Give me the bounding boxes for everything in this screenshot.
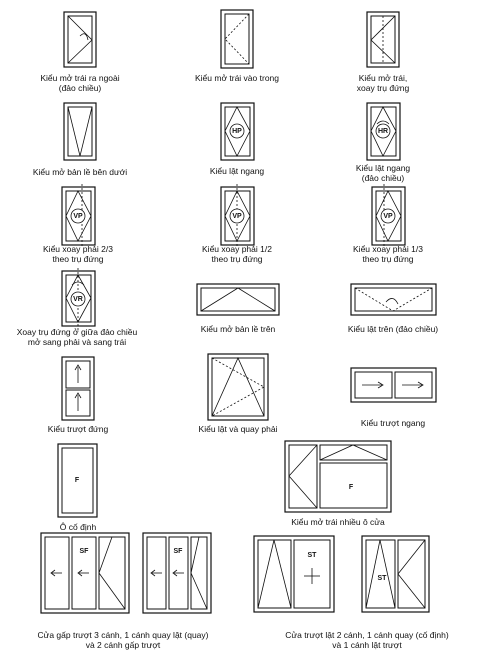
symbol-mark-sf-1: SF xyxy=(79,547,89,555)
caption-line: Kiểu lật ngang xyxy=(355,163,411,173)
caption-line: theo trụ đứng xyxy=(362,254,414,264)
caption-inward-left xyxy=(177,73,297,83)
caption-line: Kiểu lật ngang xyxy=(209,166,265,176)
caption-slide-tilt-group xyxy=(247,630,487,650)
symbol-tilt-and-turn-right xyxy=(208,354,268,420)
caption-line: Kiểu trượt đứng xyxy=(47,424,109,434)
caption-top-tilt-reverse xyxy=(333,324,453,334)
caption-line: Kiểu mở trái, xyxy=(358,73,408,83)
symbol-mark-hr: HR xyxy=(377,127,389,135)
symbol-mark-hp: HP xyxy=(232,127,242,135)
caption-pivot-right-1-2 xyxy=(177,244,297,264)
caption-bottom-hinge xyxy=(20,167,140,177)
caption-line: và 2 cánh gấp trượt xyxy=(85,640,161,650)
symbol-fixed xyxy=(58,444,97,517)
caption-line: Kiểu mở bản lề trên xyxy=(200,324,276,334)
symbol-pivot-left xyxy=(367,12,399,67)
caption-line: Kiểu lật trên (đảo chiều) xyxy=(347,324,439,334)
symbol-inward-left xyxy=(221,10,253,68)
caption-center-pivot-reverse xyxy=(2,327,152,347)
caption-slide-fold-group xyxy=(8,630,238,650)
caption-pivot-right-1-3 xyxy=(328,244,448,264)
symbol-slide-tilt-group xyxy=(254,536,429,612)
caption-top-hinge xyxy=(178,324,298,334)
symbol-slide-fold-group xyxy=(41,533,211,613)
symbol-bottom-hinge xyxy=(64,103,96,160)
symbol-outward-left xyxy=(64,12,96,67)
caption-multi-left xyxy=(278,517,398,527)
caption-line: Kiểu xoay phải 2/3 xyxy=(43,244,113,254)
caption-line: theo trụ đứng xyxy=(52,254,104,264)
caption-line: Kiểu mở trái vào trong xyxy=(195,73,279,83)
caption-horizontal-tilt xyxy=(177,166,297,176)
symbol-horizontal-tilt xyxy=(221,103,254,160)
symbol-pivot-right-1-3 xyxy=(372,184,405,248)
caption-line: Kiểu trượt ngang xyxy=(360,418,426,428)
symbol-top-tilt-reverse xyxy=(351,284,436,315)
symbol-mark-vr: VR xyxy=(73,295,83,303)
caption-line: Cửa trượt lật 2 cánh, 1 cánh quay (cố định) xyxy=(285,630,449,640)
caption-line: (đảo chiều) xyxy=(58,83,102,93)
caption-line: Kiểu lật và quay phải xyxy=(198,424,278,434)
symbol-mark-st-1: ST xyxy=(307,551,317,559)
symbol-center-pivot-reverse xyxy=(62,268,95,330)
caption-line: Kiểu mở trái nhiều ô cửa xyxy=(291,517,385,527)
caption-line: Kiểu xoay phải 1/2 xyxy=(202,244,272,254)
caption-fixed xyxy=(18,522,138,532)
symbol-multi-left xyxy=(285,441,391,512)
symbol-mark-sf-2: SF xyxy=(173,547,183,555)
caption-tilt-and-turn-right xyxy=(178,424,298,434)
symbol-horizontal-tilt-reverse xyxy=(367,103,400,160)
caption-horizontal-tilt-reverse xyxy=(323,163,443,183)
symbol-vertical-slide xyxy=(62,357,94,420)
caption-pivot-left xyxy=(323,73,443,93)
symbol-mark-f-1: F xyxy=(74,476,80,484)
symbol-pivot-right-2-3 xyxy=(62,184,95,248)
caption-line: xoay trụ đứng xyxy=(356,83,410,93)
symbol-mark-st-2: ST xyxy=(377,574,387,582)
caption-line: Xoay trụ đứng ở giữa đảo chiều xyxy=(16,327,138,337)
symbol-mark-f-2: F xyxy=(348,483,354,491)
caption-line: theo trụ đứng xyxy=(211,254,263,264)
caption-line: Kiểu mở bản lề bên dưới xyxy=(32,167,128,177)
symbol-mark-vp-1: VP xyxy=(73,212,83,220)
symbol-top-hinge xyxy=(197,284,279,315)
caption-line: và 1 cánh lật trượt xyxy=(332,640,402,650)
caption-line: (đảo chiều) xyxy=(361,173,405,183)
symbol-horizontal-slide xyxy=(351,368,436,402)
caption-line: Kiểu xoay phải 1/3 xyxy=(353,244,423,254)
caption-line: Cửa gấp trượt 3 cánh, 1 cánh quay lật (quay) xyxy=(37,630,209,640)
caption-horizontal-slide xyxy=(333,418,453,428)
caption-line: Ô cố định xyxy=(59,522,97,532)
caption-outward-left xyxy=(20,73,140,93)
symbol-mark-vp-2: VP xyxy=(232,212,242,220)
symbol-mark-vp-3: VP xyxy=(383,212,393,220)
symbol-pivot-right-1-2 xyxy=(221,184,254,248)
caption-line: mở sang phải và sang trái xyxy=(27,337,127,347)
caption-line: Kiểu mở trái ra ngoài xyxy=(40,73,120,83)
caption-pivot-right-2-3 xyxy=(18,244,138,264)
caption-vertical-slide xyxy=(18,424,138,434)
